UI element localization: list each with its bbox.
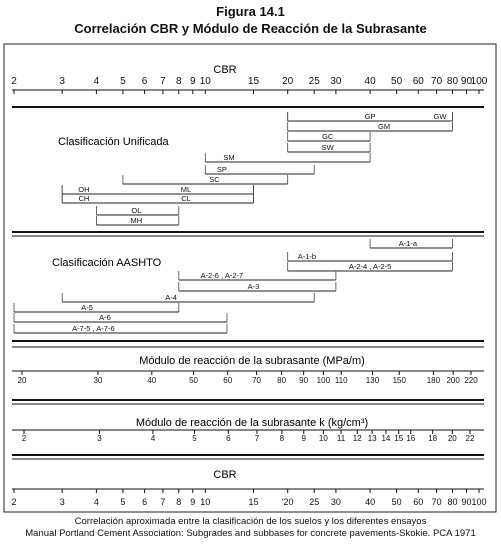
kg-tick-label: 6: [226, 434, 231, 443]
kg-tick-label: 9: [301, 434, 306, 443]
cbr-tick-label: 20: [282, 76, 294, 87]
cbr-bottom-tick-label: 60: [413, 497, 424, 507]
cbr-tick-label: 6: [141, 76, 148, 87]
kg-tick-label: 15: [394, 434, 404, 443]
mpa-tick-label: 220: [464, 376, 478, 385]
aashto-label: Clasificación AASHTO: [52, 257, 162, 269]
kg-tick-label: 10: [318, 434, 328, 443]
aashto-label-a-7-5-a-7-6: A-7-5 , A-7-6: [72, 324, 115, 333]
unificada-label-ml: ML: [180, 185, 192, 194]
kg-tick-label: 5: [192, 434, 197, 443]
cbr-tick-label: 8: [175, 76, 182, 87]
cbr-tick-label: 40: [364, 76, 376, 87]
mpa-tick-label: 110: [334, 376, 348, 385]
unificada-label-mh: MH: [130, 216, 143, 225]
cbr-tick-label: 15: [247, 76, 260, 87]
cbr-bottom-tick-label: 6: [142, 497, 148, 507]
mpa-tick-label: 180: [426, 376, 441, 385]
cbr-bottom-tick-label: 5: [120, 497, 126, 507]
cbr-bottom-tick-label: 70: [431, 497, 442, 507]
unificada-label-oh: OH: [78, 185, 90, 194]
cbr-tick-label: 10: [199, 76, 211, 87]
cbr-tick-label: 70: [431, 76, 443, 87]
cbr-tick-label: 7: [160, 76, 166, 87]
cbr-tick-label: 60: [412, 76, 424, 87]
aashto-label-a-1-a: A-1-a: [398, 239, 418, 248]
cbr-tick-label: 90: [460, 76, 473, 87]
kg-tick-label: 12: [352, 434, 362, 443]
cbr-bottom-tick-label: 7: [160, 497, 166, 507]
unificada-label-gp: GP: [364, 112, 376, 121]
aashto-label-a-3: A-3: [247, 282, 260, 291]
mpa-tick-label: 90: [299, 376, 309, 385]
mpa-tick-label: 50: [189, 376, 199, 385]
aashto-label-a-4: A-4: [165, 293, 177, 302]
cbr-tick-label: 30: [330, 76, 342, 87]
caption-source: Manual Portland Cement Association: Subgrades and subbases for concrete pavements-Skokie. PCA 1971: [25, 528, 476, 539]
cbr-bottom-tick-label: 50: [391, 497, 402, 507]
cbr-tick-label: 80: [446, 76, 459, 87]
mpa-tick-label: 40: [147, 376, 157, 385]
cbr-tick-label: 50: [391, 76, 403, 87]
unificada-label-ol: OL: [131, 206, 142, 215]
kg-tick-label: 20: [447, 434, 457, 443]
cbr-bottom-tick-label: 90: [461, 497, 472, 507]
unificada-label-ch: CH: [78, 194, 90, 203]
cbr-tick-label: 5: [120, 76, 126, 87]
aashto-label-a-1-b: A-1-b: [297, 252, 317, 261]
mpa-tick-label: 60: [223, 376, 233, 385]
kg-tick-label: 2: [21, 434, 27, 443]
unificada-label-cl: CL: [181, 194, 191, 203]
cbr-bottom-axis-title: CBR: [213, 469, 237, 481]
unificada-label-sm: SM: [223, 153, 235, 162]
cbr-bottom-tick-label: 10: [200, 497, 211, 507]
mpa-tick-label: 30: [93, 376, 103, 385]
unificada-label-gm: GM: [378, 122, 391, 131]
cbr-tick-label: 2: [11, 76, 17, 87]
cbr-bottom-tick-label: 15: [248, 497, 259, 507]
cbr-bottom-tick-label: 40: [365, 497, 376, 507]
cbr-tick-label: 4: [93, 76, 100, 87]
cbr-bottom-tick-label: 3: [59, 497, 65, 507]
unificada-label-gc: GC: [322, 132, 334, 141]
kg-tick-label: 7: [254, 434, 260, 443]
kg-tick-label: 14: [381, 434, 391, 443]
aashto-label-a-2-6-a-2-7: A-2-6 , A-2-7: [200, 271, 244, 280]
mpa-tick-label: 130: [365, 376, 380, 385]
kg-tick-label: 8: [279, 434, 285, 443]
aashto-label-a-2-4-a-2-5: A-2-4 , A-2-5: [348, 262, 392, 271]
figure-title: Figura 14.1: [216, 4, 285, 19]
caption-correlation: Correlación aproximada entre la clasificación de los suelos y los diferentes ensayos: [74, 516, 427, 527]
cbr-bottom-tick-label: 30: [330, 497, 341, 507]
mpa-tick-label: 100: [316, 376, 331, 385]
cbr-bottom-tick-label: 8: [176, 497, 182, 507]
cbr-tick-label: 100: [470, 76, 488, 87]
figure-subtitle: Correlación CBR y Módulo de Reacción de la Subrasante: [74, 21, 427, 36]
unificada-label-sc: SC: [209, 175, 220, 184]
kg-tick-label: 11: [336, 434, 346, 443]
cbr-bottom-tick-label: '20: [281, 497, 294, 507]
unificada-label-sp: SP: [216, 165, 227, 174]
cbr-bottom-tick-label: 2: [11, 497, 17, 507]
cbr-tick-label: 3: [59, 76, 65, 87]
mpa-axis-title: Módulo de reacción de la subrasante (MPa/m): [139, 355, 365, 367]
unificada-label: Clasificación Unificada: [58, 136, 169, 148]
kg-tick-label: 4: [150, 434, 156, 443]
kg-tick-label: 3: [97, 434, 102, 443]
aashto-label-a-5: A-5: [81, 303, 93, 312]
mpa-tick-label: 70: [252, 376, 262, 385]
cbr-bottom-tick-label: 4: [93, 497, 99, 507]
unificada-label-gw: GW: [433, 112, 447, 121]
mpa-tick-label: 150: [392, 376, 406, 385]
mpa-tick-label: 200: [446, 376, 460, 385]
cbr-bottom-tick-label: 100: [471, 497, 487, 507]
cbr-tick-label: 9: [189, 76, 196, 87]
kg-tick-label: 16: [406, 434, 416, 443]
cbr-bottom-tick-label: 80: [447, 497, 458, 507]
cbr-bottom-tick-label: 25: [309, 497, 320, 507]
cbr-tick-label: 25: [308, 76, 320, 87]
mpa-tick-label: 20: [17, 376, 27, 385]
kg-tick-label: 13: [367, 434, 377, 443]
aashto-label-a-6: A-6: [99, 313, 111, 322]
cbr-axis-title: CBR: [213, 64, 237, 76]
kg-tick-label: 18: [428, 434, 438, 443]
kg-tick-label: 22: [465, 434, 475, 443]
outer-frame: [4, 44, 496, 512]
kg-axis-title: Módulo de reacción de la subrasante k (kg/cm³): [135, 417, 369, 429]
mpa-tick-label: 80: [277, 376, 287, 385]
cbr-bottom-tick-label: 9: [190, 497, 196, 507]
unificada-label-sw: SW: [321, 143, 334, 152]
